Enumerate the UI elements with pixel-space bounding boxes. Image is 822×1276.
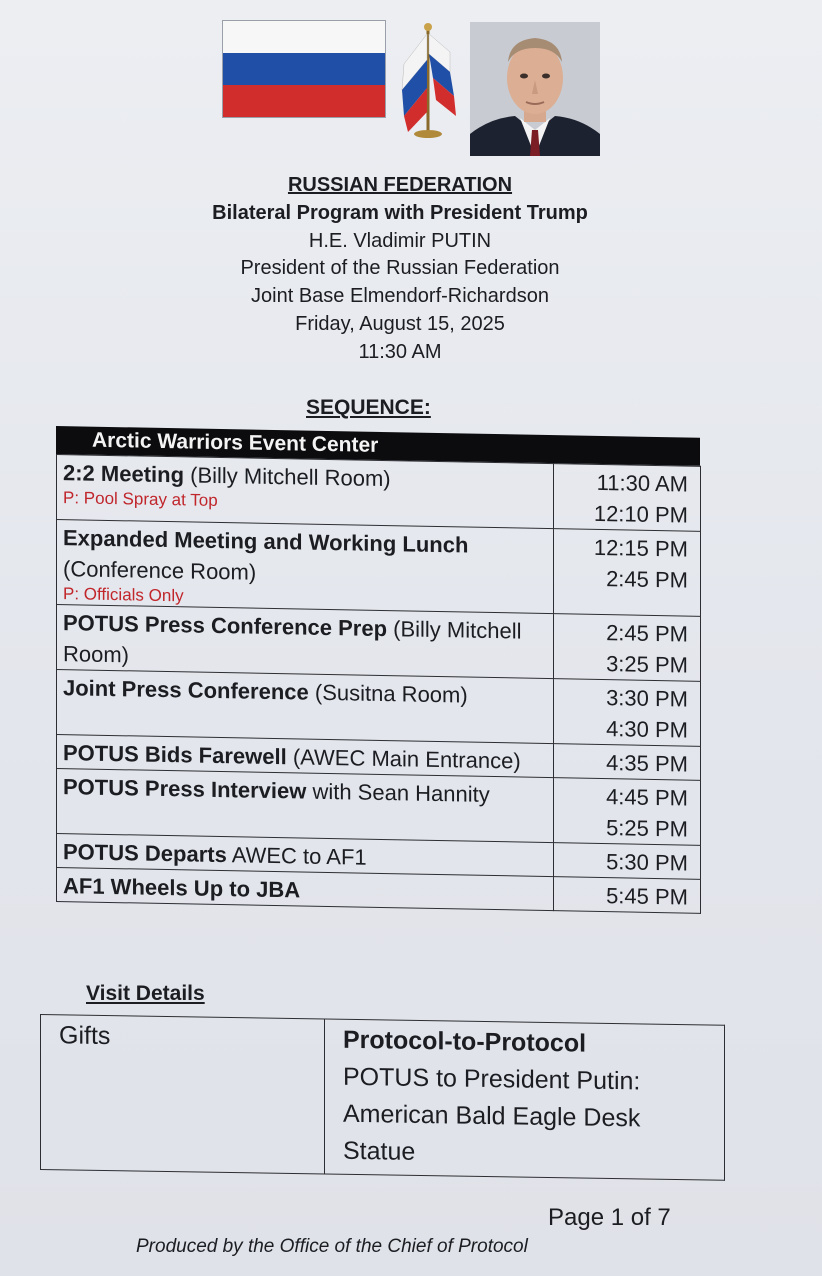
- header-office: President of the Russian Federation: [240, 257, 560, 279]
- start-time: 11:30 AM: [596, 469, 688, 497]
- event-name: Expanded Meeting and Working Lunch: [63, 525, 469, 558]
- press-note: P: Officials Only: [63, 584, 184, 606]
- event-detail: (Conference Room): [63, 556, 257, 585]
- event-name: POTUS Press Conference Prep: [63, 610, 388, 642]
- time-cell: [554, 843, 701, 880]
- end-time: 12:10 PM: [593, 500, 688, 528]
- event-name: POTUS Departs: [63, 839, 227, 868]
- visit-details-title: Visit Details: [86, 982, 205, 1005]
- event-detail: with Sean Hannity: [306, 778, 490, 807]
- time-cell: [554, 529, 701, 617]
- desk-flag-icon: [398, 20, 460, 140]
- table-row: [57, 455, 701, 532]
- header-title: RUSSIAN FEDERATION: [287, 174, 513, 196]
- event-cell: [57, 605, 554, 679]
- event-name: 2:2 Meeting: [63, 460, 185, 488]
- header-time: 11:30 AM: [358, 341, 442, 363]
- end-time: 5:25 PM: [606, 815, 688, 842]
- sequence-title: SEQUENCE:: [306, 396, 431, 419]
- event-detail: (Billy Mitchell Room): [184, 462, 391, 492]
- event-detail: (Billy Mitchell Room): [63, 616, 522, 668]
- footer-credit: Produced by the Office of the Chief of Protocol: [136, 1236, 528, 1257]
- event-name: POTUS Press Interview: [63, 774, 307, 804]
- time-cell: [554, 877, 701, 914]
- gifts-detail: [325, 1019, 725, 1180]
- page-number: Page 1 of 7: [548, 1204, 671, 1231]
- event-cell: [57, 769, 554, 843]
- table-row: [57, 670, 701, 747]
- start-time: 3:30 PM: [606, 685, 688, 712]
- header-program: Bilateral Program with President Trump: [212, 202, 588, 224]
- press-note: P: Pool Spray at Top: [63, 488, 218, 510]
- time-cell: [554, 679, 701, 747]
- end-time: 2:45 PM: [606, 566, 688, 593]
- start-time: 2:45 PM: [606, 620, 688, 647]
- start-time: 4:45 PM: [606, 784, 688, 811]
- header-name: H.E. Vladimir PUTIN: [308, 230, 492, 252]
- time-cell: [554, 614, 701, 682]
- event-detail: (AWEC Main Entrance): [286, 744, 521, 774]
- event-cell: [57, 670, 554, 744]
- visit-details-table: [40, 1014, 724, 1181]
- header-date: Friday, August 15, 2025: [295, 313, 505, 335]
- start-time: 5:45 PM: [606, 883, 688, 910]
- start-time: 12:15 PM: [593, 534, 688, 562]
- event-cell: [57, 455, 554, 529]
- end-time: 4:30 PM: [606, 716, 688, 743]
- event-name: POTUS Bids Farewell: [63, 740, 287, 770]
- event-name: Joint Press Conference: [63, 675, 309, 705]
- event-name: AF1 Wheels Up to JBA: [63, 873, 301, 903]
- time-cell: [554, 778, 701, 846]
- table-row: [57, 605, 701, 682]
- time-cell: [554, 744, 701, 781]
- schedule-table: [56, 426, 700, 914]
- start-time: 5:30 PM: [606, 849, 688, 876]
- event-cell: [57, 520, 554, 614]
- header-location: Joint Base Elmendorf-Richardson: [251, 285, 549, 307]
- table-row: [57, 520, 701, 617]
- event-detail: (Susitna Room): [308, 679, 468, 708]
- table-row: [57, 769, 701, 846]
- event-detail: AWEC to AF1: [226, 842, 367, 870]
- russian-flag-image: [222, 20, 386, 118]
- gifts-label: Gifts: [41, 1015, 325, 1174]
- gifts-heading: Protocol-to-Protocol: [343, 1025, 587, 1058]
- end-time: 3:25 PM: [606, 651, 688, 678]
- time-cell: [554, 464, 701, 532]
- venue-header: Arctic Warriors Event Center: [56, 426, 700, 466]
- gifts-text: POTUS to President Putin: American Bald Eagle Desk Statue: [343, 1062, 641, 1166]
- table-row: [41, 1015, 725, 1181]
- portrait-photo: [470, 22, 600, 156]
- start-time: 4:35 PM: [606, 750, 688, 777]
